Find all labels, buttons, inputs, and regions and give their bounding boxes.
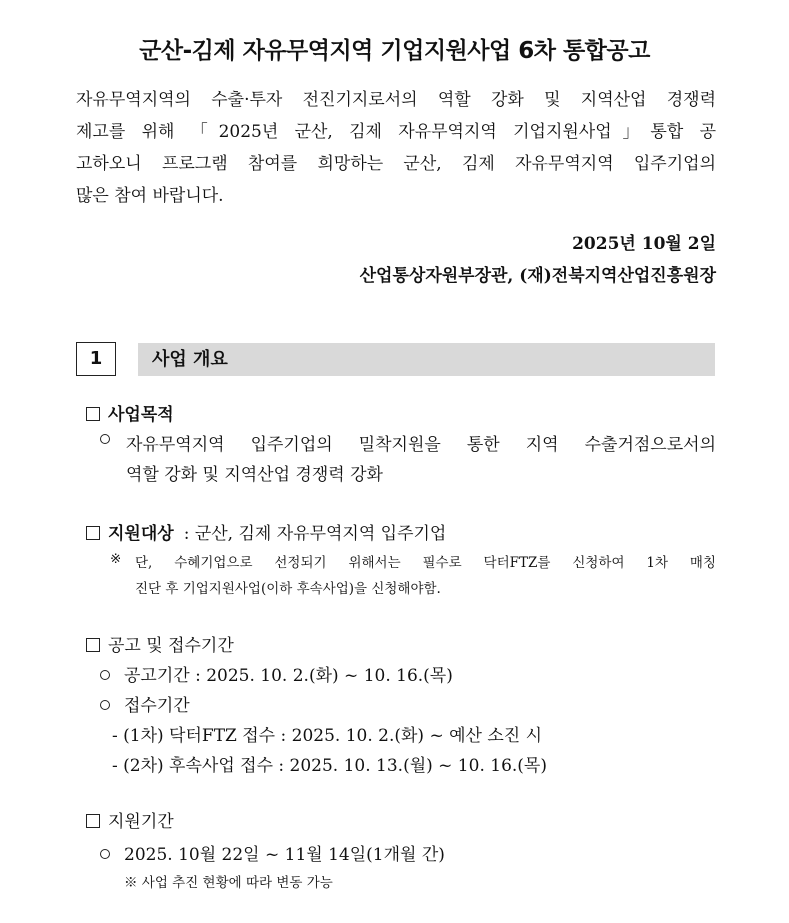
checkbox-square-icon xyxy=(86,814,100,828)
support-period-heading-row xyxy=(86,807,174,832)
target-note-line: 진단 후 기업지원사업(이하 후속사업)을 신청해야함. xyxy=(135,581,441,597)
purpose-heading-row xyxy=(86,400,174,425)
period-heading: 공고 및 접수기간 xyxy=(108,636,234,656)
purpose-bullet xyxy=(100,430,124,450)
announcement-signer: 산업통상자원부장관, (재)전북지역산업진흥원장 xyxy=(359,266,716,286)
checkbox-square-icon xyxy=(86,407,100,421)
target-note-mark: ※ xyxy=(110,551,122,567)
circle-bullet-icon xyxy=(100,849,110,859)
intro-line: 자유무역지역의 수출·투자 전진기지로서의 역할 강화 및 지역산업 경쟁력 xyxy=(76,90,716,110)
notice-period: 공고기간 : 2025. 10. 2.(화) ~ 10. 16.(목) xyxy=(124,666,453,686)
intro-line: 제고를 위해 「2025년 군산, 김제 자유무역지역 기업지원사업」통합 공 xyxy=(76,122,716,142)
support-period-row xyxy=(100,840,445,865)
target-heading: 지원대상 xyxy=(108,524,174,544)
target-heading-row xyxy=(86,519,446,544)
announcement-date: 2025년 10월 2일 xyxy=(572,234,716,254)
target-note-line: 단, 수혜기업으로 선정되기 위해서는 필수로 닥터FTZ를 신청하여 1차 매칭 xyxy=(135,555,716,571)
section-title: 사업 개요 xyxy=(138,343,715,376)
support-period-heading: 지원기간 xyxy=(108,812,174,832)
receipt-period-row xyxy=(100,691,190,716)
circle-bullet-icon xyxy=(100,434,110,444)
receipt-period-label: 접수기간 xyxy=(124,696,190,716)
purpose-line: 자유무역지역 입주기업의 밀착지원을 통한 지역 수출거점으로서의 xyxy=(126,435,716,455)
circle-bullet-icon xyxy=(100,700,110,710)
notice-period-row xyxy=(100,661,453,686)
intro-line: 많은 참여 바랍니다. xyxy=(76,186,224,206)
target-text: : 군산, 김제 자유무역지역 입주기업 xyxy=(183,524,447,544)
intro-line: 고하오니 프로그램 참여를 희망하는 군산, 김제 자유무역지역 입주기업의 xyxy=(76,154,716,174)
support-period-text: 2025. 10월 22일 ~ 11월 14일(1개월 간) xyxy=(124,845,445,865)
circle-bullet-icon xyxy=(100,670,110,680)
checkbox-square-icon xyxy=(86,526,100,540)
intro-paragraph xyxy=(76,84,716,212)
receipt-item: - (2차) 후속사업 접수 : 2025. 10. 13.(월) ~ 10. 16.(목) xyxy=(112,756,547,776)
receipt-item: - (1차) 닥터FTZ 접수 : 2025. 10. 2.(화) ~ 예산 소진 시 xyxy=(112,726,543,746)
period-heading-row xyxy=(86,631,234,656)
section-number: 1 xyxy=(76,342,116,376)
support-period-note: ※ 사업 추진 현황에 따라 변동 가능 xyxy=(124,875,333,891)
purpose-heading: 사업목적 xyxy=(108,405,174,425)
document-title: 군산-김제 자유무역지역 기업지원사업 6차 통합공고 xyxy=(139,38,650,64)
purpose-line: 역할 강화 및 지역산업 경쟁력 강화 xyxy=(126,465,383,485)
checkbox-square-icon xyxy=(86,638,100,652)
